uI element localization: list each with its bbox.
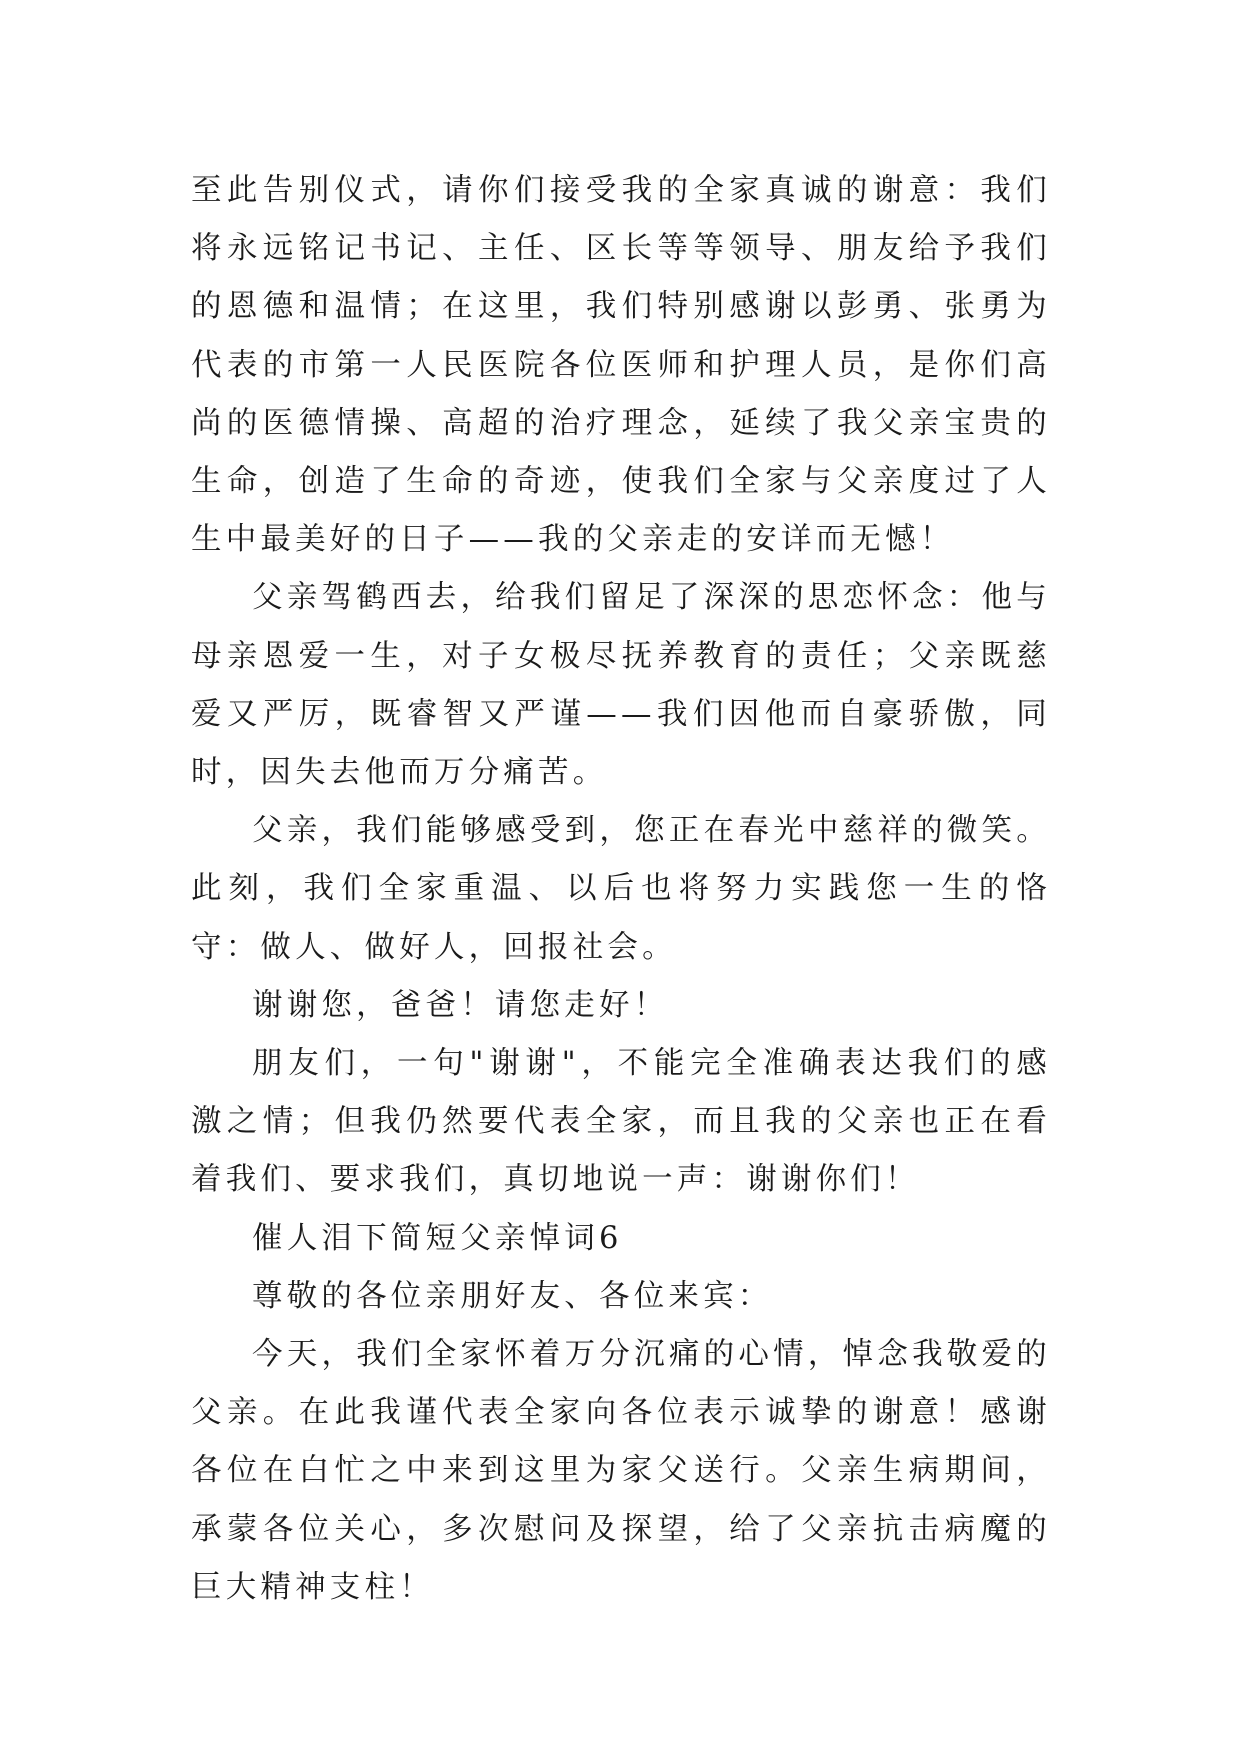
paragraph: 谢谢您，爸爸！请您走好！ — [252, 987, 669, 1023]
section-heading: 催人泪下简短父亲悼词6 — [252, 1220, 623, 1256]
paragraph: 今天，我们全家怀着万分沉痛的心情，悼念我敬爱的父亲。在此我谨代表全家向各位表示诚挚的谢意！感谢各位在白忙之中来到这里为家父送行。父亲生病期间，承蒙各位关心，多次慰问及探望，给了父亲抗击病魔的巨大精神支柱！ — [191, 1337, 1051, 1605]
salutation: 尊敬的各位亲朋好友、各位来宾： — [252, 1278, 773, 1314]
paragraph-continued: 至此告别仪式，请你们接受我的全家真诚的谢意：我们将永远铭记书记、主任、区长等等领导、朋友给予我们的恩德和温情；在这里，我们特别感谢以彭勇、张勇为代表的市第一人民医院各位医师和护理人员，是你们高尚的医德情操、高超的治疗理念，延续了我父亲宝贵的生命，创造了生命的奇迹，使我们全家与父亲度过了人生中最美好的日子——我的父亲走的安详而无憾！ — [191, 173, 1051, 558]
paragraph: 朋友们，一句"谢谢"，不能完全准确表达我们的感激之情；但我仍然要代表全家，而且我的父亲也正在看着我们、要求我们，真切地说一声：谢谢你们！ — [191, 1046, 1051, 1198]
paragraph: 父亲驾鹤西去，给我们留足了深深的思恋怀念：他与母亲恩爱一生，对子女极尽抚养教育的责任；父亲既慈爱又严厉，既睿智又严谨——我们因他而自豪骄傲，同时，因失去他而万分痛苦。 — [191, 580, 1051, 791]
paragraph: 父亲，我们能够感受到，您正在春光中慈祥的微笑。此刻，我们全家重温、以后也将努力实践您一生的恪守：做人、做好人，回报社会。 — [191, 813, 1051, 965]
document-body — [191, 162, 1051, 1617]
